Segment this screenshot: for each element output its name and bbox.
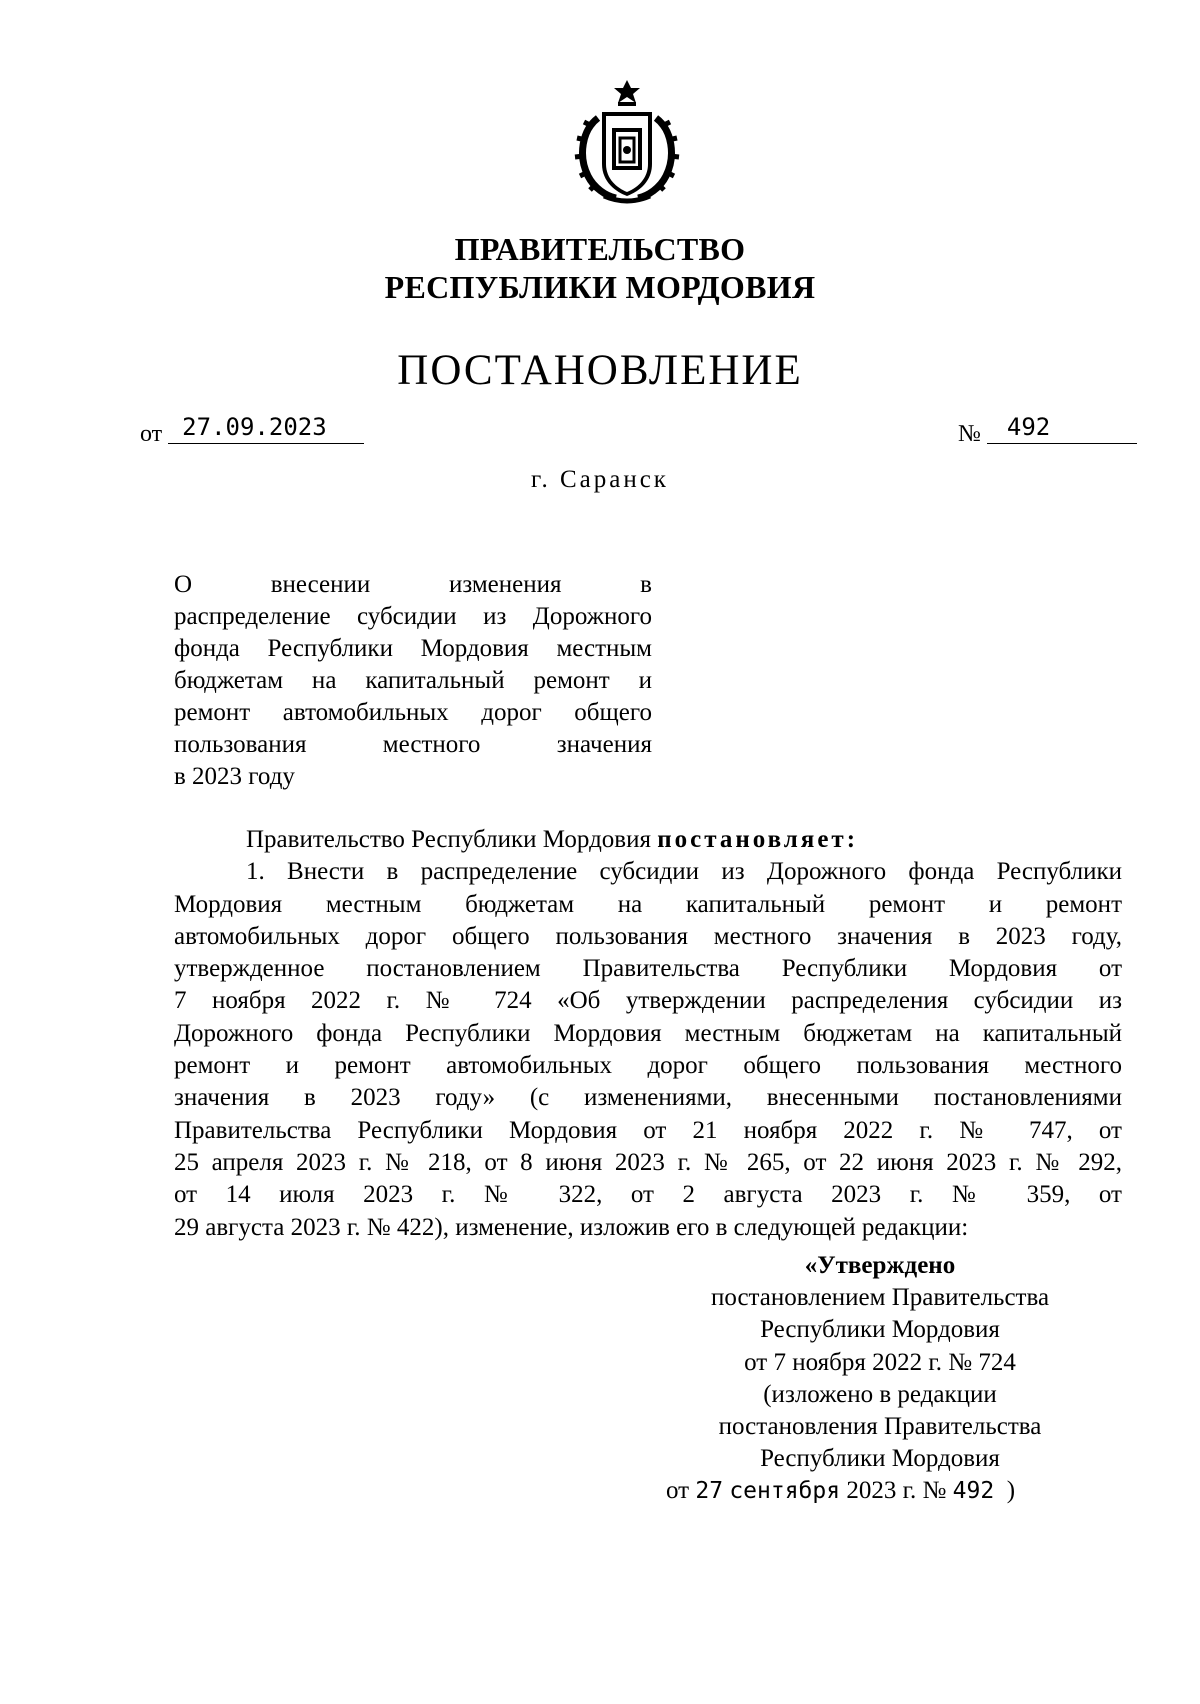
body-line: 1. Внести в распределение субсидии из Дорожного фонда Республики — [246, 858, 1122, 886]
body-line: 7 ноября 2022 г. № 724 «Об утверждении распределения субсидии из — [174, 987, 1122, 1015]
body-line: Правительства Республики Мордовия от 21 ноября 2022 г. № 747, от — [174, 1116, 1122, 1144]
government-title-line-1: ПРАВИТЕЛЬСТВО — [454, 231, 746, 267]
approval-block — [660, 1250, 1100, 1508]
approval-line: постановлением Правительства — [710, 1284, 1050, 1312]
body-line: ремонт и ремонт автомобильных дорог общего пользования местного — [174, 1052, 1122, 1080]
approval-date-prefix: от — [666, 1477, 690, 1505]
approval-line: Республики Мордовия — [760, 1316, 1000, 1344]
approval-year: 2023 г. № — [846, 1477, 947, 1505]
number-field — [958, 413, 1137, 450]
approval-date-line — [660, 1475, 1100, 1507]
approval-line: от 7 ноября 2022 г. № 724 — [744, 1348, 1016, 1376]
approval-close-paren: ) — [1006, 1477, 1016, 1505]
body-line: 29 августа 2023 г. № 422), изменение, изложив его в следующей редакции: — [174, 1213, 969, 1241]
approval-title: «Утверждено — [804, 1252, 956, 1279]
subject-line: распределение субсидии из Дорожного — [174, 603, 652, 630]
approval-line: Республики Мордовия — [760, 1445, 1000, 1473]
body-line: от 14 июля 2023 г. № 322, от 2 августа 2023 г. № 359, от — [174, 1181, 1122, 1209]
body-line: Мордовия местным бюджетам на капитальный ремонт и ремонт — [174, 890, 1122, 918]
date-field — [140, 413, 364, 450]
subject-line: в 2023 году — [174, 763, 295, 790]
body-line: 25 апреля 2023 г. № 218, от 8 июня 2023 г. № 265, от 22 июня 2023 г. № 292, — [174, 1148, 1122, 1176]
coat-of-arms-icon — [568, 78, 686, 208]
body-line: утвержденное постановлением Правительства Республики Мордовия от — [174, 955, 1122, 983]
number-value: 492 — [987, 412, 1137, 444]
document-type-title: ПОСТАНОВЛЕНИЕ — [397, 347, 803, 394]
government-title-line-2: РЕСПУБЛИКИ МОРДОВИЯ — [384, 269, 816, 305]
subject-line: пользования местного значения — [174, 731, 652, 758]
body-line: Дорожного фонда Республики Мордовия местным бюджетам на капитальный — [174, 1019, 1122, 1047]
approval-line: (изложено в редакции — [763, 1380, 997, 1408]
approval-number: 492 — [952, 1478, 995, 1505]
document-body — [174, 824, 1122, 1244]
approval-day: 27 — [695, 1478, 724, 1505]
date-prefix: от — [140, 421, 163, 447]
document-subject — [174, 569, 652, 793]
subject-line: фонда Республики Мордовия местным — [174, 635, 652, 662]
decree-word: постановляет: — [657, 826, 859, 853]
number-prefix: № — [958, 421, 981, 447]
body-line: значения в 2023 году» (с изменениями, внесенными постановлениями — [174, 1084, 1122, 1112]
approval-line: постановления Правительства — [718, 1412, 1042, 1440]
subject-line: ремонт автомобильных дорог общего — [174, 699, 652, 726]
body-line: автомобильных дорог общего пользования местного значения в 2023 году, — [174, 922, 1122, 950]
preamble-line — [174, 824, 1122, 856]
preamble-text: Правительство Республики Мордовия — [246, 826, 658, 853]
approval-month: сентября — [729, 1478, 841, 1505]
city-label: г. Саранск — [531, 466, 669, 493]
subject-line: бюджетам на капитальный ремонт и — [174, 667, 652, 694]
subject-line: О внесении изменения в — [174, 571, 652, 598]
date-value: 27.09.2023 — [168, 412, 364, 444]
